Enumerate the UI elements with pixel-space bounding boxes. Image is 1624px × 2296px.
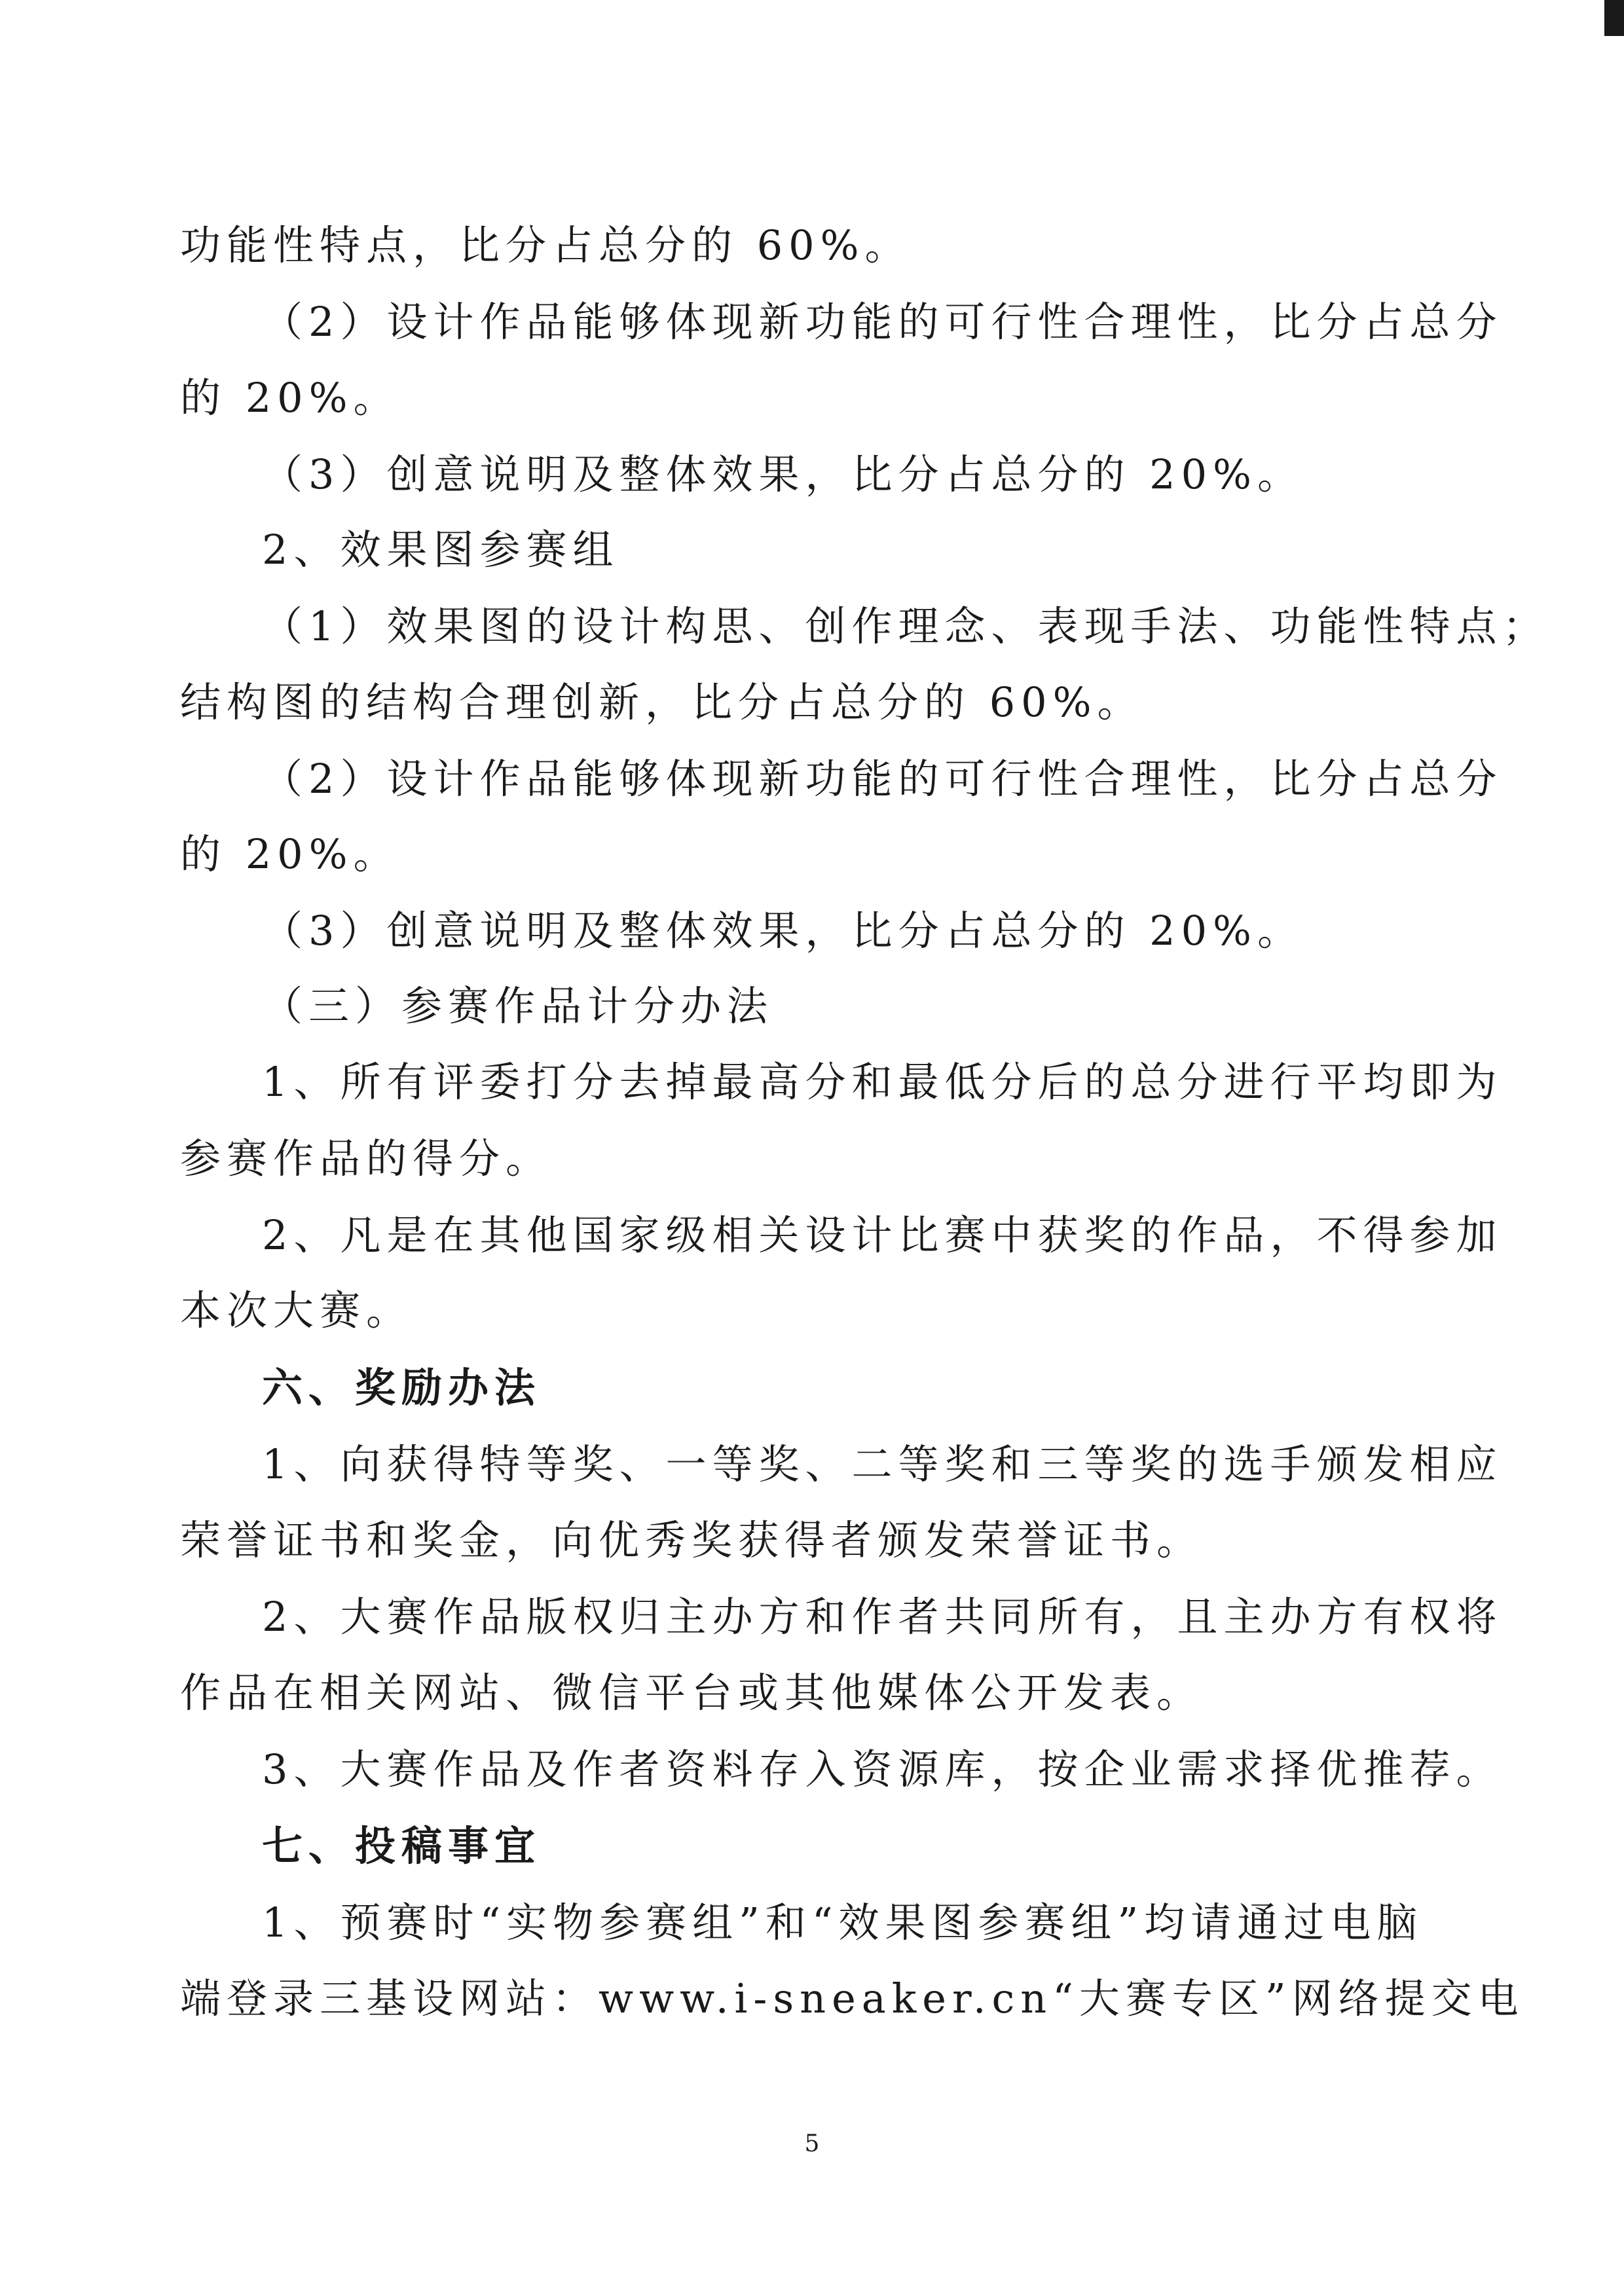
section-heading: 七、投稿事宜 xyxy=(262,1822,542,1870)
body-line: （三）参赛作品计分办法 xyxy=(262,982,774,1030)
body-line: （2）设计作品能够体现新功能的可行性合理性，比分占总分 xyxy=(262,755,1503,803)
page-number: 5 xyxy=(804,2130,820,2157)
body-line: 端登录三基设网站：www.i-sneaker.cn“大赛专区”网络提交电 xyxy=(180,1975,1524,2022)
body-line: 的 20%。 xyxy=(180,830,400,878)
scan-edge-mark xyxy=(1604,0,1624,36)
body-line: （2）设计作品能够体现新功能的可行性合理性，比分占总分 xyxy=(262,298,1503,346)
body-line: 的 20%。 xyxy=(180,374,400,422)
body-line: 1、向获得特等奖、一等奖、二等奖和三等奖的选手颁发相应 xyxy=(262,1440,1503,1488)
body-line: （3）创意说明及整体效果，比分占总分的 20%。 xyxy=(262,907,1304,955)
body-line: （3）创意说明及整体效果，比分占总分的 20%。 xyxy=(262,450,1304,498)
body-line: 参赛作品的得分。 xyxy=(180,1135,553,1182)
body-line: 2、凡是在其他国家级相关设计比赛中获奖的作品，不得参加 xyxy=(262,1211,1503,1259)
body-line: 结构图的结构合理创新，比分占总分的 60%。 xyxy=(180,678,1144,726)
body-line: 荣誉证书和奖金，向优秀奖获得者颁发荣誉证书。 xyxy=(180,1516,1204,1564)
body-line: 2、效果图参赛组 xyxy=(262,526,619,574)
body-line: （1）效果图的设计构思、创作理念、表现手法、功能性特点； xyxy=(262,602,1549,650)
body-line: 1、所有评委打分去掉最高分和最低分后的总分进行平均即为 xyxy=(262,1058,1503,1106)
section-heading: 六、奖励办法 xyxy=(262,1364,542,1412)
body-line: 本次大赛。 xyxy=(180,1286,413,1334)
body-line: 1、预赛时“实物参赛组”和“效果图参赛组”均请通过电脑 xyxy=(262,1899,1424,1946)
body-line: 功能性特点，比分占总分的 60%。 xyxy=(180,221,912,269)
body-line: 2、大赛作品版权归主办方和作者共同所有，且主办方有权将 xyxy=(262,1593,1503,1641)
body-line: 作品在相关网站、微信平台或其他媒体公开发表。 xyxy=(180,1669,1204,1717)
body-line: 3、大赛作品及作者资料存入资源库，按企业需求择优推荐。 xyxy=(262,1745,1503,1793)
